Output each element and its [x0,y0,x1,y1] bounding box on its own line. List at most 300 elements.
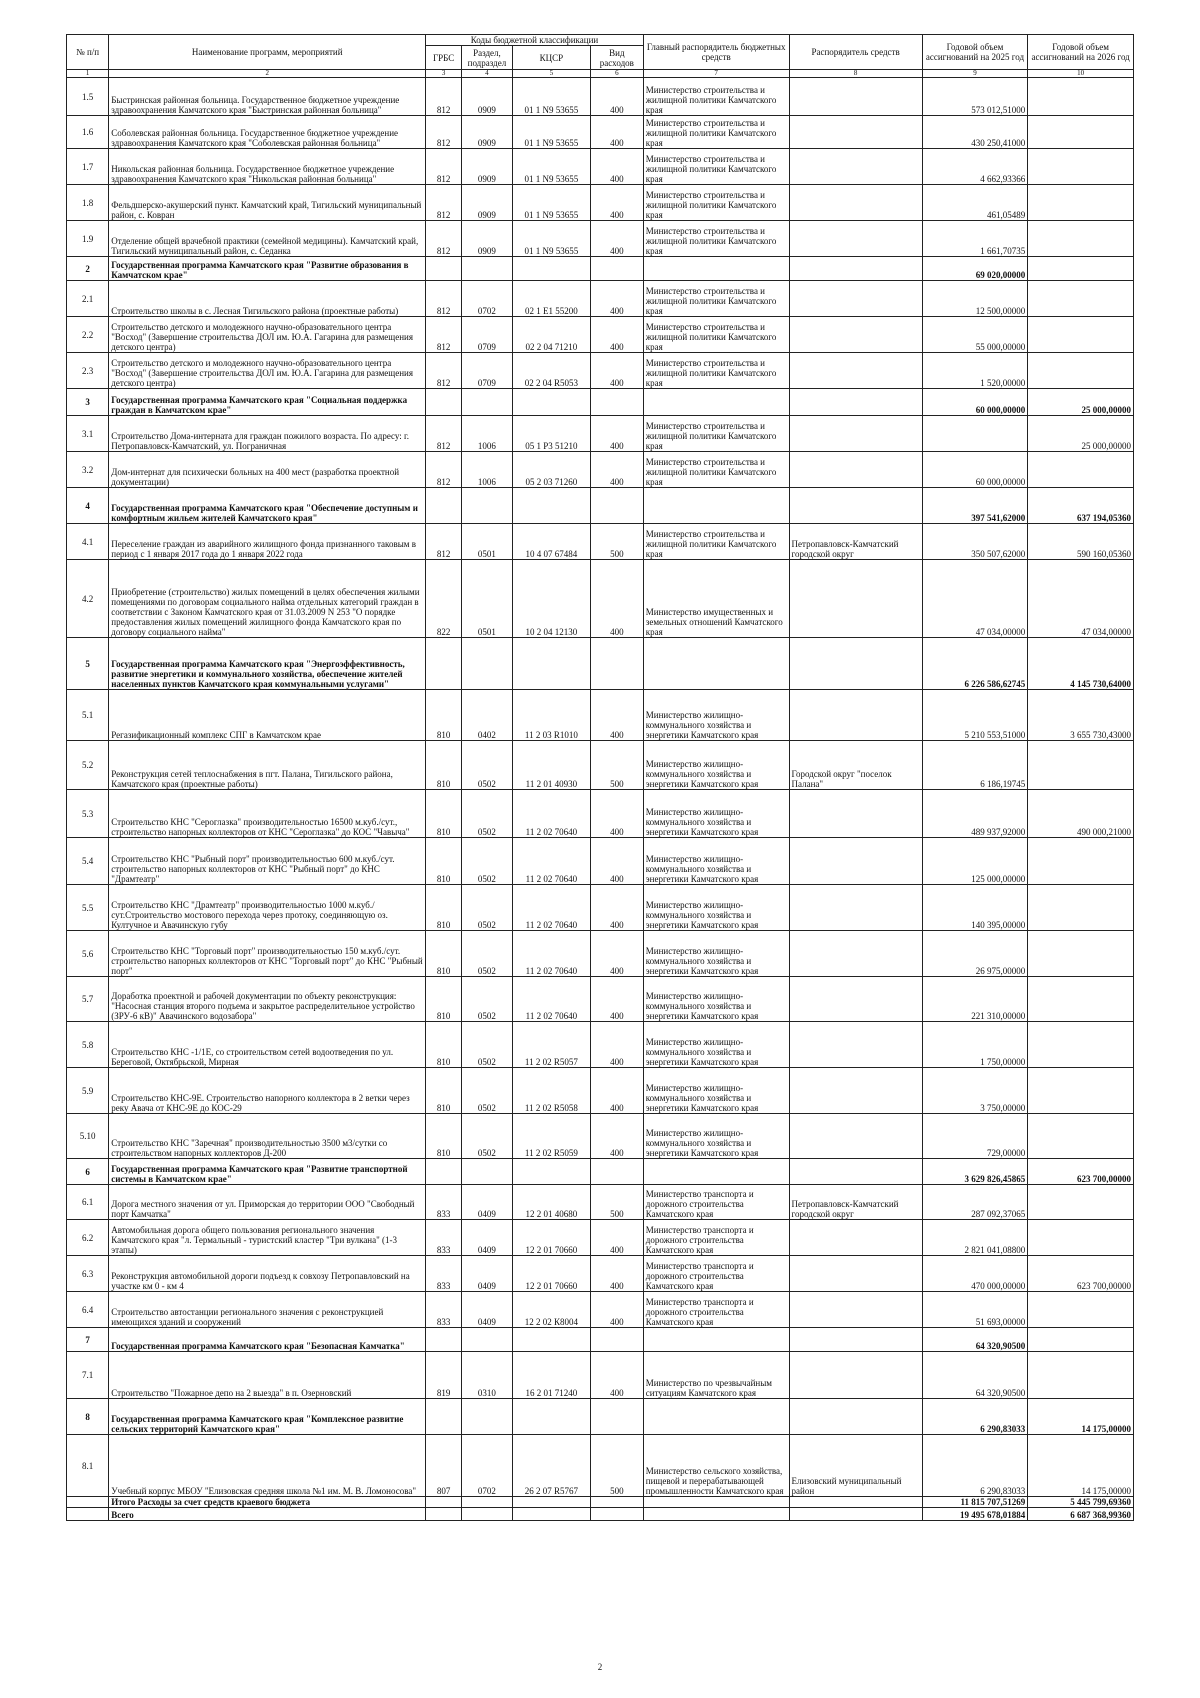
row-rasp [789,257,922,281]
row-rasp [789,790,922,838]
row-name: Строительство КНС-9Е. Строительство напорного коллектора в 2 ветки через реку Авача от КНС-9Е до КОС-29 [109,1068,426,1114]
table-row [67,452,1134,488]
row-grbs [426,257,462,281]
row-grbs: 822 [426,560,462,638]
row-vid: 400 [590,1292,643,1328]
row-kcsr [512,1399,590,1435]
row-razdel [462,1159,513,1185]
row-name: Строительство детского и молодежного научно-образовательного центра "Восход" (Завершение строительства ДОЛ им. Ю.А. Гагарина для размещения детского центра) [109,353,426,389]
row-amount-2026 [1028,281,1134,317]
row-number: 7 [67,1328,109,1352]
row-vid: 400 [590,885,643,931]
row-amount-2026 [1028,1328,1134,1352]
row-glavny [643,1159,789,1185]
row-amount-2025: 64 320,90500 [922,1328,1028,1352]
row-glavny: Министерство строительства и жилищной политики Камчатского края [643,116,789,149]
row-vid: 400 [590,977,643,1022]
row-amount-2026: 14 175,00000 [1028,1399,1134,1435]
table-body [67,78,1134,1521]
row-razdel: 0501 [462,524,513,560]
row-razdel: 0702 [462,1435,513,1497]
row-name: Строительство школы в с. Лесная Тигильского района (проектные работы) [109,281,426,317]
row-amount-2026 [1028,452,1134,488]
row-number: 5.3 [67,790,109,838]
header-index-cell: 4 [462,70,513,78]
row-glavny: Министерство жилищно-коммунального хозяйства и энергетики Камчатского края [643,1114,789,1159]
row-kcsr [512,389,590,416]
row-vid: 400 [590,452,643,488]
row-grbs: 812 [426,149,462,185]
row-glavny: Министерство транспорта и дорожного строительства Камчатского края [643,1256,789,1292]
row-grbs: 812 [426,353,462,389]
row-amount-2026 [1028,185,1134,221]
row-kcsr: 11 2 02 70640 [512,931,590,977]
row-kcsr [512,257,590,281]
row-glavny [643,1328,789,1352]
row-glavny: Министерство строительства и жилищной политики Камчатского края [643,317,789,353]
row-grbs: 812 [426,116,462,149]
row-amount-2026: 590 160,05360 [1028,524,1134,560]
row-amount-2025: 47 034,00000 [922,560,1028,638]
row-glavny: Министерство жилищно-коммунального хозяйства и энергетики Камчатского края [643,885,789,931]
row-name: Строительство КНС "Сероглазка" производительностью 16500 м.куб./сут., строительство напорных коллекторов от КНС "Сероглазка" до КОС "Чавыча" [109,790,426,838]
row-razdel [462,1328,513,1352]
header-index-cell: 8 [789,70,922,78]
table-row [67,885,1134,931]
row-razdel: 0702 [462,281,513,317]
table-row [67,149,1134,185]
row-grbs [426,1508,462,1521]
row-kcsr: 01 1 N9 53655 [512,116,590,149]
row-name: Государственная программа Камчатского края "Комплексное развитие сельских территорий Камчатского края" [109,1399,426,1435]
row-amount-2025: 12 500,00000 [922,281,1028,317]
row-glavny [643,257,789,281]
row-razdel [462,257,513,281]
row-grbs: 810 [426,690,462,741]
row-rasp [789,838,922,885]
row-amount-2026 [1028,353,1134,389]
table-row [67,838,1134,885]
row-grbs: 812 [426,185,462,221]
row-razdel: 0709 [462,353,513,389]
row-kcsr: 11 2 01 40930 [512,741,590,790]
row-amount-2025: 729,00000 [922,1114,1028,1159]
row-kcsr: 10 2 04 12130 [512,560,590,638]
row-amount-2026: 5 445 799,69360 [1028,1497,1134,1508]
row-kcsr: 11 2 02 70640 [512,838,590,885]
row-razdel [462,1399,513,1435]
row-grbs [426,1399,462,1435]
row-vid: 400 [590,790,643,838]
row-grbs: 810 [426,741,462,790]
row-amount-2025: 69 020,00000 [922,257,1028,281]
row-kcsr: 12 2 02 К8004 [512,1292,590,1328]
row-amount-2026 [1028,931,1134,977]
row-amount-2026 [1028,1220,1134,1256]
row-glavny [643,488,789,524]
row-name: Государственная программа Камчатского края "Безопасная Камчатка" [109,1328,426,1352]
table-row [67,1068,1134,1114]
row-rasp: Городской округ "поселок Палана" [789,741,922,790]
table-row [67,416,1134,452]
row-number: 5.4 [67,838,109,885]
row-amount-2026 [1028,1068,1134,1114]
row-razdel: 0709 [462,317,513,353]
table-row [67,977,1134,1022]
row-number: 6 [67,1159,109,1185]
row-rasp [789,1292,922,1328]
row-vid: 400 [590,1114,643,1159]
header-index-cell: 7 [643,70,789,78]
row-glavny [643,1497,789,1508]
table-row [67,690,1134,741]
row-rasp [789,416,922,452]
row-amount-2025: 55 000,00000 [922,317,1028,353]
row-number: 6.2 [67,1220,109,1256]
row-kcsr [512,1328,590,1352]
header-index-cell: 6 [590,70,643,78]
header-index-cell: 9 [922,70,1028,78]
row-glavny: Министерство строительства и жилищной политики Камчатского края [643,78,789,116]
row-amount-2025: 4 662,93366 [922,149,1028,185]
row-rasp: Петропавловск-Камчатский городской округ [789,524,922,560]
row-grbs: 810 [426,790,462,838]
table-row [67,1256,1134,1292]
row-number: 5.9 [67,1068,109,1114]
row-kcsr: 11 2 03 R1010 [512,690,590,741]
header-name: Наименование программ, мероприятий [109,35,426,70]
row-kcsr [512,1508,590,1521]
row-amount-2026 [1028,116,1134,149]
row-amount-2026: 623 700,00000 [1028,1159,1134,1185]
table-row [67,1497,1134,1508]
row-razdel [462,488,513,524]
row-vid: 400 [590,931,643,977]
row-razdel: 0409 [462,1220,513,1256]
row-grbs: 833 [426,1185,462,1220]
row-glavny: Министерство строительства и жилищной политики Камчатского края [643,221,789,257]
row-vid: 400 [590,690,643,741]
row-razdel [462,638,513,690]
row-number: 2.2 [67,317,109,353]
row-vid: 400 [590,1256,643,1292]
row-amount-2026: 6 687 368,99360 [1028,1508,1134,1521]
row-name: Государственная программа Камчатского края "Энергоэффективность, развитие энергетики и коммунального хозяйства, обеспечение жителей населенных пунктов Камчатского края коммунальными услугами" [109,638,426,690]
row-name: Государственная программа Камчатского края "Социальная поддержка граждан в Камчатском крае" [109,389,426,416]
table-row [67,389,1134,416]
row-rasp [789,931,922,977]
row-razdel [462,389,513,416]
row-razdel [462,1497,513,1508]
row-grbs: 833 [426,1256,462,1292]
row-number [67,1508,109,1521]
row-grbs: 807 [426,1435,462,1497]
row-kcsr: 16 2 01 71240 [512,1352,590,1399]
row-amount-2026: 14 175,00000 [1028,1435,1134,1497]
row-number: 5.2 [67,741,109,790]
row-amount-2025: 26 975,00000 [922,931,1028,977]
row-kcsr: 02 2 04 71210 [512,317,590,353]
row-number: 5.10 [67,1114,109,1159]
row-amount-2025: 1 520,00000 [922,353,1028,389]
row-rasp [789,353,922,389]
row-grbs: 812 [426,221,462,257]
row-rasp [789,1497,922,1508]
row-rasp [789,317,922,353]
row-number: 4.1 [67,524,109,560]
row-grbs [426,1159,462,1185]
table-row [67,1159,1134,1185]
row-number: 3 [67,389,109,416]
row-kcsr: 01 1 N9 53655 [512,149,590,185]
row-grbs [426,1328,462,1352]
row-vid: 400 [590,1068,643,1114]
row-vid [590,638,643,690]
row-kcsr: 11 2 02 R5059 [512,1114,590,1159]
row-amount-2025: 125 000,00000 [922,838,1028,885]
row-kcsr [512,1497,590,1508]
row-amount-2025: 1 750,00000 [922,1022,1028,1068]
row-rasp [789,1159,922,1185]
row-name: Дорога местного значения от ул. Приморская до территории ООО "Свободный порт Камчатка" [109,1185,426,1220]
row-amount-2025: 430 250,41000 [922,116,1028,149]
row-kcsr: 10 4 07 67484 [512,524,590,560]
header-2026: Годовой объем ассигнований на 2026 год [1028,35,1134,70]
row-amount-2026: 25 000,00000 [1028,389,1134,416]
row-rasp [789,885,922,931]
row-razdel: 0909 [462,78,513,116]
row-name: Отделение общей врачебной практики (семейной медицины). Камчатский край, Тигильский муниципальный район, с. Седанка [109,221,426,257]
row-rasp [789,389,922,416]
row-number: 4 [67,488,109,524]
row-razdel: 0402 [462,690,513,741]
row-razdel: 0502 [462,1114,513,1159]
row-vid: 400 [590,560,643,638]
row-amount-2025: 60 000,00000 [922,452,1028,488]
row-glavny: Министерство строительства и жилищной политики Камчатского края [643,452,789,488]
row-rasp [789,1256,922,1292]
row-number: 2.1 [67,281,109,317]
row-name: Государственная программа Камчатского края "Развитие образования в Камчатском крае" [109,257,426,281]
row-amount-2026 [1028,838,1134,885]
row-amount-2026 [1028,1022,1134,1068]
row-rasp: Петропавловск-Камчатский городской округ [789,1185,922,1220]
row-amount-2026: 47 034,00000 [1028,560,1134,638]
row-amount-2026 [1028,221,1134,257]
row-amount-2025: 2 821 041,08800 [922,1220,1028,1256]
header-index-cell: 1 [67,70,109,78]
row-kcsr: 11 2 02 70640 [512,977,590,1022]
row-glavny: Министерство строительства и жилищной политики Камчатского края [643,353,789,389]
table-row [67,638,1134,690]
row-amount-2025: 3 629 826,45865 [922,1159,1028,1185]
row-kcsr: 11 2 02 R5057 [512,1022,590,1068]
row-kcsr: 05 2 03 71260 [512,452,590,488]
row-razdel: 0502 [462,1068,513,1114]
row-kcsr: 11 2 02 R5058 [512,1068,590,1114]
row-amount-2026 [1028,257,1134,281]
row-glavny: Министерство жилищно-коммунального хозяйства и энергетики Камчатского края [643,690,789,741]
row-number: 8.1 [67,1435,109,1497]
row-glavny: Министерство жилищно-коммунального хозяйства и энергетики Камчатского края [643,741,789,790]
row-vid [590,1159,643,1185]
row-razdel: 0909 [462,221,513,257]
row-vid: 400 [590,1022,643,1068]
row-vid: 400 [590,116,643,149]
table-row [67,281,1134,317]
row-rasp [789,185,922,221]
row-grbs [426,389,462,416]
row-amount-2025: 19 495 678,01884 [922,1508,1028,1521]
row-kcsr [512,488,590,524]
row-number: 8 [67,1399,109,1435]
row-kcsr: 12 2 01 70660 [512,1220,590,1256]
table-row [67,1328,1134,1352]
table-row [67,78,1134,116]
row-rasp [789,1220,922,1256]
page-number: 2 [597,1662,603,1672]
row-number: 3.2 [67,452,109,488]
row-vid: 400 [590,221,643,257]
row-amount-2025: 6 186,19745 [922,741,1028,790]
table-row [67,1352,1134,1399]
table-row [67,353,1134,389]
row-rasp [789,281,922,317]
row-name: Государственная программа Камчатского края "Обеспечение доступным и комфортным жильем жителей Камчатского края" [109,488,426,524]
row-grbs: 810 [426,838,462,885]
row-name: Доработка проектной и рабочей документации по объекту реконструкция: "Насосная станция второго подъема и закрытое распределительное устройство (ЗРУ-6 кВ)" Авачинского водозабора" [109,977,426,1022]
table-row [67,1435,1134,1497]
row-kcsr: 02 1 Е1 55200 [512,281,590,317]
row-vid: 400 [590,78,643,116]
row-kcsr: 01 1 N9 53655 [512,221,590,257]
row-grbs: 810 [426,885,462,931]
row-vid [590,389,643,416]
row-amount-2026: 4 145 730,64000 [1028,638,1134,690]
row-razdel: 0502 [462,741,513,790]
row-vid [590,1399,643,1435]
header-rasp: Распорядитель средств [789,35,922,70]
row-glavny: Министерство строительства и жилищной политики Камчатского края [643,149,789,185]
row-kcsr: 05 1 Р3 51210 [512,416,590,452]
row-number: 1.7 [67,149,109,185]
row-razdel: 0409 [462,1292,513,1328]
row-grbs: 812 [426,78,462,116]
row-razdel: 0501 [462,560,513,638]
header-index-cell: 5 [512,70,590,78]
row-name: Дом-интернат для психически больных на 400 мест (разработка проектной документации) [109,452,426,488]
row-amount-2025: 573 012,51000 [922,78,1028,116]
table-row [67,524,1134,560]
row-name: Приобретение (строительство) жилых помещений в целях обеспечения жилыми помещениями по договорам социального найма отдельных категорий граждан в соответствии с Законом Камчатского края от 31.03.2009 N 253 "О порядке предоставления жилых помещений жилищного фонда Камчатского края по договору социального найма" [109,560,426,638]
row-vid: 400 [590,281,643,317]
row-grbs: 810 [426,1022,462,1068]
row-razdel: 0502 [462,790,513,838]
header-2025: Годовой объем ассигнований на 2025 год [922,35,1028,70]
row-amount-2025: 6 290,83033 [922,1399,1028,1435]
row-name: Строительство "Пожарное депо на 2 выезда" в п. Озерновский [109,1352,426,1399]
row-amount-2025: 489 937,92000 [922,790,1028,838]
header-glavny: Главный распорядитель бюджетных средств [643,35,789,70]
row-number: 5.1 [67,690,109,741]
row-number [67,1497,109,1508]
row-glavny: Министерство строительства и жилищной политики Камчатского края [643,185,789,221]
row-amount-2025: 60 000,00000 [922,389,1028,416]
row-amount-2025: 350 507,62000 [922,524,1028,560]
row-number: 3.1 [67,416,109,452]
row-razdel: 0310 [462,1352,513,1399]
row-rasp [789,221,922,257]
row-grbs: 833 [426,1220,462,1256]
table-row [67,185,1134,221]
row-name: Строительство детского и молодежного научно-образовательного центра "Восход" (Завершение строительства ДОЛ им. Ю.А. Гагарина для размещения детского центра) [109,317,426,353]
row-rasp [789,690,922,741]
row-number: 6.1 [67,1185,109,1220]
row-glavny: Министерство жилищно-коммунального хозяйства и энергетики Камчатского края [643,931,789,977]
row-number: 5.5 [67,885,109,931]
row-rasp [789,1328,922,1352]
row-amount-2025: 5 210 553,51000 [922,690,1028,741]
row-grbs: 812 [426,524,462,560]
row-rasp: Елизовский муниципальный район [789,1435,922,1497]
header-grbs: ГРБС [426,46,462,70]
row-amount-2026: 490 000,21000 [1028,790,1134,838]
row-amount-2025: 3 750,00000 [922,1068,1028,1114]
row-grbs: 810 [426,1068,462,1114]
row-razdel: 0502 [462,838,513,885]
budget-table-sheet [66,34,1134,1521]
row-rasp [789,1508,922,1521]
row-rasp [789,1114,922,1159]
row-number: 5.6 [67,931,109,977]
row-number: 2 [67,257,109,281]
row-vid: 500 [590,741,643,790]
row-kcsr: 01 1 N9 53655 [512,185,590,221]
row-razdel: 0502 [462,1022,513,1068]
row-name: Строительство автостанции регионального значения с реконструкцией имеющихся зданий и сооружений [109,1292,426,1328]
row-number: 4.2 [67,560,109,638]
header-kcsr: КЦСР [512,46,590,70]
row-vid: 500 [590,524,643,560]
row-glavny: Министерство транспорта и дорожного строительства Камчатского края [643,1220,789,1256]
row-amount-2025: 461,05489 [922,185,1028,221]
row-glavny: Министерство строительства и жилищной политики Камчатского края [643,416,789,452]
row-amount-2025: 287 092,37065 [922,1185,1028,1220]
row-glavny: Министерство по чрезвычайным ситуациям Камчатского края [643,1352,789,1399]
row-number: 1.6 [67,116,109,149]
row-name: Строительство КНС "Драмтеатр" производительностью 1000 м.куб./сут.Строительство мостового перехода через протоку, соединяющую оз. Култучное и Авачинскую губу [109,885,426,931]
row-grbs: 810 [426,931,462,977]
row-glavny [643,1399,789,1435]
row-rasp [789,560,922,638]
row-vid: 400 [590,1220,643,1256]
row-kcsr [512,1159,590,1185]
row-name: Учебный корпус МБОУ "Елизовская средняя школа №1 им. М. В. Ломоносова" [109,1435,426,1497]
row-razdel: 1006 [462,452,513,488]
row-vid: 400 [590,317,643,353]
row-grbs: 810 [426,977,462,1022]
table-row [67,1185,1134,1220]
row-razdel: 0909 [462,116,513,149]
row-vid: 400 [590,416,643,452]
row-name: Регазификационный комплекс СПГ в Камчатском крае [109,690,426,741]
row-name: Строительство КНС -1/1Е, со строительством сетей водоотведения по ул. Береговой, Октябрьской, Мирная [109,1022,426,1068]
row-vid: 500 [590,1185,643,1220]
row-amount-2026: 623 700,00000 [1028,1256,1134,1292]
row-amount-2025 [922,416,1028,452]
row-vid: 400 [590,149,643,185]
row-razdel: 0909 [462,149,513,185]
